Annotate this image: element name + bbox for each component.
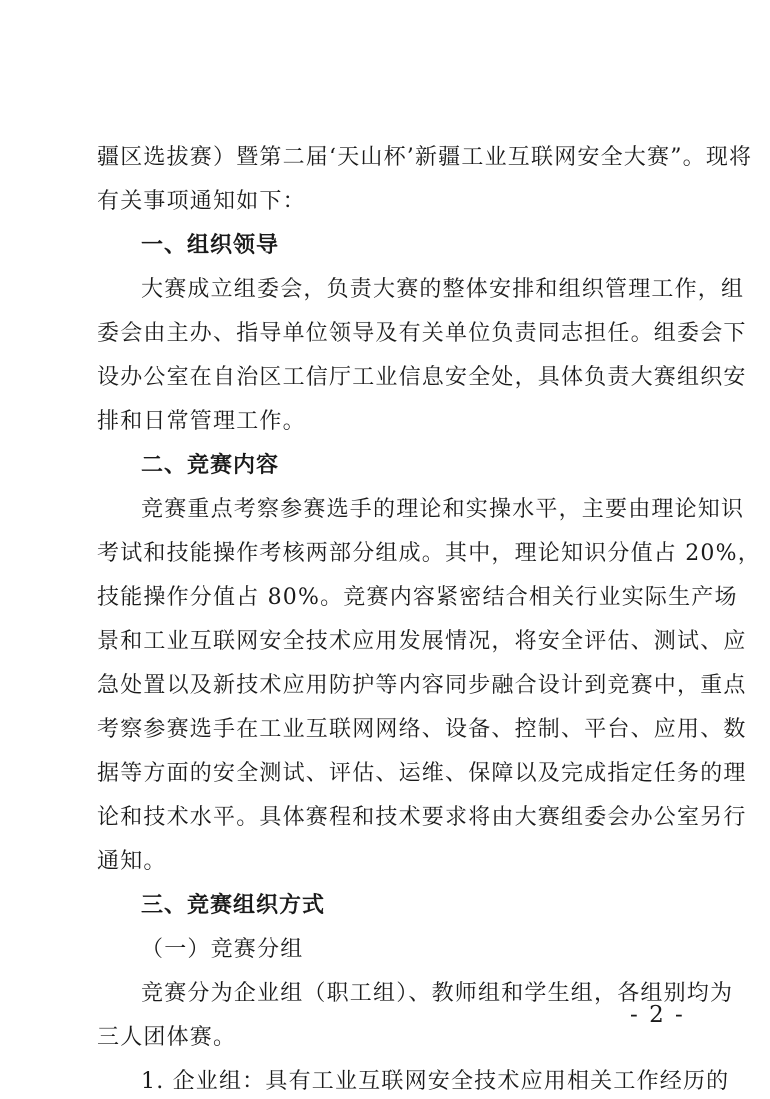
paragraph-line: 技能操作分值占 80%。竞赛内容紧密结合相关行业实际生产场: [97, 585, 738, 610]
section-heading-content: 二、竞赛内容: [141, 453, 280, 478]
paragraph-line: 委会由主办、指导单位领导及有关单位负责同志担任。组委会下: [97, 321, 747, 346]
paragraph-line: 论和技术水平。具体赛程和技术要求将由大赛组委会办公室另行: [97, 805, 747, 830]
paragraph-line: 疆区选拔赛）暨第二届‘天山杯’新疆工业互联网安全大赛”。现将: [97, 145, 753, 170]
section-heading-organization-method: 三、竞赛组织方式: [141, 893, 326, 918]
paragraph-line: 通知。: [97, 849, 167, 874]
paragraph-line: 排和日常管理工作。: [97, 409, 306, 434]
paragraph-line: 大赛成立组委会，负责大赛的整体安排和组织管理工作，组: [141, 277, 745, 302]
section-heading-organization: 一、组织领导: [141, 233, 280, 258]
paragraph-line: 三人团体赛。: [97, 1025, 237, 1050]
paragraph-line: 竞赛分为企业组（职工组）、教师组和学生组，各组别均为: [141, 981, 734, 1006]
page-number: - 2 -: [630, 1002, 685, 1028]
paragraph-line: 1. 企业组：具有工业互联网安全技术应用相关工作经历的: [141, 1069, 730, 1094]
paragraph-line: 据等方面的安全测试、评估、运维、保障以及完成指定任务的理: [97, 761, 747, 786]
paragraph-line: 急处置以及新技术应用防护等内容同步融合设计到竞赛中，重点: [97, 673, 747, 698]
paragraph-line: 景和工业互联网安全技术应用发展情况，将安全评估、测试、应: [97, 629, 747, 654]
paragraph-line: 设办公室在自治区工信厅工业信息安全处，具体负责大赛组织安: [97, 365, 747, 390]
paragraph-line: 竞赛重点考察参赛选手的理论和实操水平，主要由理论知识: [141, 497, 745, 522]
paragraph-line: 有关事项通知如下：: [97, 189, 306, 214]
subsection-heading-grouping: （一）竞赛分组: [141, 937, 304, 962]
paragraph-line: 考察参赛选手在工业互联网网络、设备、控制、平台、应用、数: [97, 717, 747, 742]
paragraph-line: 考试和技能操作考核两部分组成。其中，理论知识分值占 20%，: [97, 541, 761, 566]
